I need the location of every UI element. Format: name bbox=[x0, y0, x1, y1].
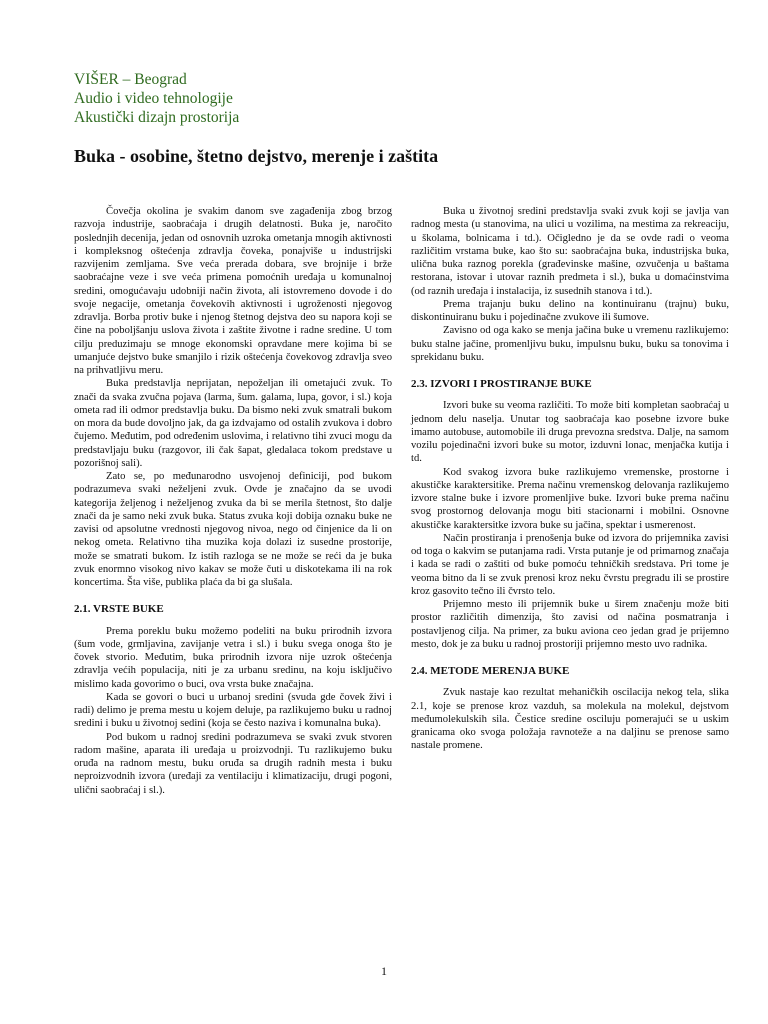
paragraph: Zato se, po međunarodno usvojenoj definiciji, pod bukom podrazumeva svaki neželjeni zvuk. Ovde je značajno da se uvodi kategorija željenog i neželjenog zvuka da bi se merila štetnost, što dalje znači da je samo neki zvuk buka. Status zvuka koji dobija oznaku buke ne zavisi od apsolutne vrednosti njegovog nivoa, nego od činjenice da li on nekog ometa. Relativno tiha muzika koja dolazi iz susedne prostorije, može se smatrati bukom. Iz istih razloga se ne može se reći da je buka zvuk enormno visokog nivo kakav se može čuti u diskotekama ili na rok koncertima. Šta više, publika plaća da bi ga slušala. bbox=[74, 471, 392, 588]
paragraph: Prijemno mesto ili prijemnik buke u širem značenju može biti prostor različitih dimenzija, što zavisi od načina posmatranja i postavljenog cilja. Na primer, za buku aviona ceo jedan grad je prijemno mesto, dok je za buku u radnoj prostoriji prijemno mesto uvo radnika. bbox=[411, 599, 729, 650]
paragraph: Zvuk nastaje kao rezultat mehaničkih oscilacija nekog tela, slika 2.1, koje se prenose kroz vazduh, sa molekula na molekul, dejstvom međumolekulskih sila. Čestice sredine osciluju pomerajući se u uskim granicama oko svoga položaja ravnoteže a na daljinu se prenose samo nastale promene. bbox=[411, 687, 729, 752]
paragraph: Čovečja okolina je svakim danom sve zagađenija zbog brzog razvoja industrije, saobraćaja i drugih delatnosti. Buka je, naročito poslednjih decenija, jedan od osnovnih uzroka ometanja mnogih aktivnosti i kompleksnog oštećenja zdravlja čoveka, ponajviše u industrijski razvijenim zemljama. Sve veća prerada dobara, sve brojnije i brže saobraćajne veze i sve veća primena pomoćnih uređaja u komunalnoj sredini, omogućavaju udobniji način života, ali istovremeno dovode i do svoje negacije, ometanja čovekovih aktivnosti i ugroženosti njegovog zdravlja. Borba protiv buke i njenog štetnog dejstva deo su napora koji se čine na poboljšanju uslova života i zaštite životne i radne sredine. U tom cilju preduzimaju se mnoge ekonomski opravdane mere kojima bi se umanjuće dejstvo buke smanjilo i rizik oštećenja čovekovog zdravlja sveo na prihvatljivu meru. bbox=[74, 206, 392, 376]
page-number: 1 bbox=[381, 964, 387, 978]
section-heading-izvori-buke: 2.3. IZVORI I PROSTIRANJE BUKE bbox=[411, 378, 592, 390]
section-heading-vrste-buke: 2.1. VRSTE BUKE bbox=[74, 603, 164, 616]
paragraph: Način prostiranja i prenošenja buke od izvora do prijemnika zavisi od toga o kakvim se putanjama radi. Vrsta putanje je od primarnog značaja i kada se radi o zaštiti od buke pomoću tehničkih sredstava. Pri tome je veoma bitno da li se zvuk prenosi kroz neku čvrstu pregradu ili se prostire kroz gasovito tečno ili čvrsto telo. bbox=[411, 532, 729, 597]
paragraph: Prema trajanju buku delino na kontinuiranu (trajnu) buku, diskontinuiranu buku i pojedinačne zvukove ili šumove. bbox=[411, 298, 729, 323]
paragraph: Buka u životnoj sredini predstavlja svaki zvuk koji se javlja van radnog mesta (u stanovima, na ulici u vozilima, na mestima za rekreaciju, u školama, bolnicama i td.). Očigledno je da se ovde radi o veoma različitim vrstama buke, kao što su: saobraćajna buka, industrijska buka, ulična buka raznog porekla (građevinske mašine, ozvučenja u baštama restorana, istovar i utovar raznih predmeta i sl.), buka u domaćinstvima (od raznih uređaja i instalacija, iz susednih stanova i td.). bbox=[411, 206, 729, 297]
header-course: Audio i video tehnologije bbox=[74, 90, 233, 107]
document-title: Buka - osobine, štetno dejstvo, merenje i zaštita bbox=[74, 146, 439, 166]
paragraph: Buka predstavlja neprijatan, nepoželjan ili ometajući zvuk. To znači da svaka zvučna pojava (larma, šum. galama, lupa, govor, i sl.) koja ometa rad ili odmor predstavlja buku. Da bismo neki zvuk smatrali bukom on mora da bude dovoljno jak, da ga izdvajamo od ostalih zvukova i dobro čujemo. Međutim, pod određenim uslovima, i relativno tihi zvuci mogu da predstavljaju buku (razgovor, ili čak šapat, gledalaca tokom predstave u pozorišnoj sali). bbox=[74, 378, 392, 469]
right-column bbox=[411, 205, 729, 753]
paragraph: Prema poreklu buku možemo podeliti na buku prirodnih izvora (šum vode, grmljavina, zavijanje vetra i sl.) i buku svega onoga što je čovek stvorio. Međutim, buka prirodnih izvora nije uzrok oštećenja zdravlja većih populacija, niti je za urbanu sredinu, na koju isključivo mislimo kada govorimo o buci, ova vrsta buke značajna. bbox=[74, 625, 392, 690]
paragraph: Izvori buke su veoma različiti. To može biti kompletan saobraćaj u jednom delu naselja. Unutar tog saobraćaja kao posebne izvore buke imamo autobuse, automobile ili druga prevozna sredstva. Dalje, na samom vozilu pojedinačni izvori buke su motor, izduvni lonac, menjačka kutija i td. bbox=[411, 400, 729, 465]
paragraph: Zavisno od oga kako se menja jačina buke u vremenu razlikujemo: buku stalne jačine, promenljivu buku, impulsnu buku, buku sa tonovima i sprekidanu buku. bbox=[411, 325, 729, 363]
header-institution: VIŠER – Beograd bbox=[74, 71, 187, 88]
paragraph: Kod svakog izvora buke razlikujemo vremenske, prostorne i akustičke karaktersitike. Prema načinu vremenskog delovanja razlikujemo izvore stalne buke i izvore promenljive buke. Izvori buke prema načinu svog prostornog delovanja mogu biti stacionarni i mobilni. Osnovne akustičke karaktersitke izvora buke su jačina, spektar i usmerenost. bbox=[411, 466, 729, 531]
paragraph: Pod bukom u radnoj sredini podrazumeva se svaki zvuk stvoren radom mašine, aparata ili uređaja u proizvodnji. Tu razlikujemo buku oruđa na radnom mestu, buku oruđa sa drugih radnih mesta i buku neproizvodnih izvora (uređaji za ventilaciju i klimatizaciju, drugi pogoni, ulični saobraćaj i sl.). bbox=[74, 731, 392, 796]
paragraph: Kada se govori o buci u urbanoj sredini (svuda gde čovek živi i radi) delimo je prema mestu u kojem deluje, pa razlikujemo buku u radnoj sredini i buku u životnoj sedini (koja se često naziva i komunalna buka). bbox=[74, 691, 392, 730]
header-subject: Akustički dizajn prostorija bbox=[74, 109, 240, 126]
document-header bbox=[74, 70, 239, 127]
left-column bbox=[74, 205, 392, 797]
section-heading-metode-merenja: 2.4. METODE MERENJA BUKE bbox=[411, 665, 570, 677]
